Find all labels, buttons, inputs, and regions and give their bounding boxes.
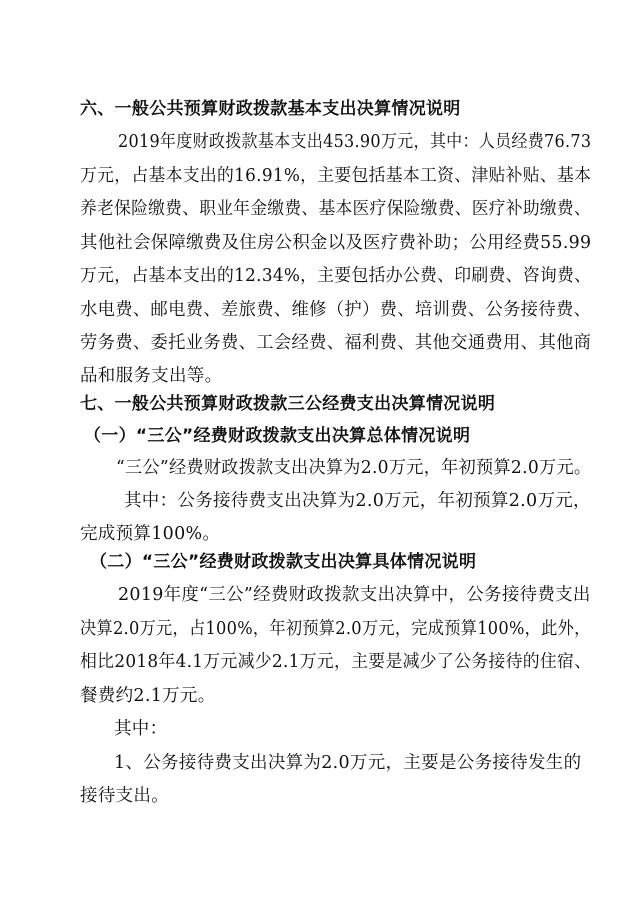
section-6-heading: 六、一般公共预算财政拨款基本支出决算情况说明 <box>80 99 461 119</box>
subsection-1-line: 完成预算100%。 <box>80 524 221 544</box>
subsection-1-line: “三公”经费财政拨款支出决算为2.0万元，年初预算2.0万元。 <box>116 458 592 478</box>
subsection-2-line: 2019年度“三公”经费财政拨款支出决算中，公务接待费支出 <box>118 585 591 605</box>
section-6-line: 2019年度财政拨款基本支出453.90万元，其中：人员经费76.73 <box>118 132 592 152</box>
section-6-line: 万元，占基本支出的16.91%，主要包括基本工资、津贴补贴、基本 <box>80 166 592 186</box>
section-7-heading: 七、一般公共预算财政拨款三公经费支出决算情况说明 <box>80 394 496 414</box>
subsection-1-line: 其中：公务接待费支出决算为2.0万元，年初预算2.0万元， <box>124 491 591 511</box>
subsection-1-heading: （一）“三公”经费财政拨款支出决算总体情况说明 <box>84 426 471 446</box>
subsection-2-line: 其中： <box>114 719 168 739</box>
section-6-line: 品和服务支出等。 <box>80 366 223 386</box>
subsection-2-line: 相比2018年4.1万元减少2.1万元，主要是减少了公务接待的住宿、 <box>80 652 592 672</box>
subsection-2-line: 1、公务接待费支出决算为2.0万元，主要是公务接待发生的 <box>114 753 582 773</box>
section-6-line: 其他社会保障缴费及住房公积金以及医疗费补助；公用经费55.99 <box>80 233 592 253</box>
subsection-2-line: 接待支出。 <box>80 786 169 806</box>
subsection-2-line: 决算2.0万元，占100%，年初预算2.0万元，完成预算100%，此外， <box>80 619 591 639</box>
section-6-line: 万元，占基本支出的12.34%，主要包括办公费、印刷费、咨询费、 <box>80 266 592 286</box>
section-6-line: 水电费、邮电费、差旅费、维修（护）费、培训费、公务接待费、 <box>80 300 592 320</box>
subsection-2-line: 餐费约2.1万元。 <box>80 686 216 706</box>
section-6-line: 劳务费、委托业务费、工会经费、福利费、其他交通费用、其他商 <box>80 333 592 353</box>
section-6-line: 养老保险缴费、职业年金缴费、基本医疗保险缴费、医疗补助缴费、 <box>80 199 591 219</box>
subsection-2-heading: （二）“三公”经费财政拨款支出决算具体情况说明 <box>90 552 477 572</box>
